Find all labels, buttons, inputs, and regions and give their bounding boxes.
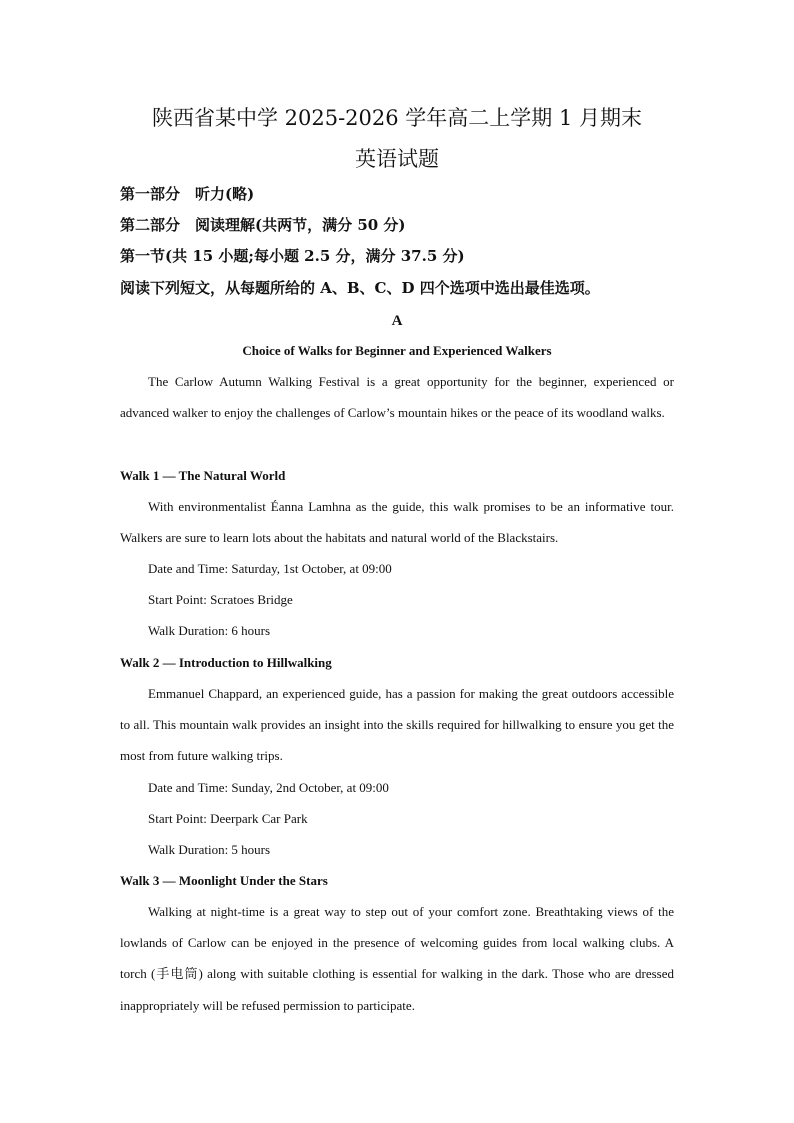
exam-title: 陕西省某中学 2025-2026 学年高二上学期 1 月期末 [151,106,643,130]
walk-2-description: Emmanuel Chappard, an experienced guide, has a passion for making the great outdoors accessible to all. This mountain walk provides an insight into the skills required for hillwalking to ensure you get the most from future walking trips. [120,686,674,764]
passage-label: A [391,313,403,329]
reading-instruction: 阅读下列短文，从每题所给的 A、B、C、D 四个选项中选出最佳选项。 [120,279,600,297]
walk-2-duration: Walk Duration: 5 hours [148,842,271,857]
walk-2-start-point: Start Point: Deerpark Car Park [148,811,308,826]
walk-2-heading: Walk 2 — Introduction to Hillwalking [120,655,332,670]
section-part2: 第二部分 阅读理解(共两节，满分 50 分) [120,216,406,234]
passage-intro: The Carlow Autumn Walking Festival is a great opportunity for the beginner, experienced or advanced walker to enjoy the challenges of Carlow’s mountain hikes or the peace of its woodland walks. [120,374,674,421]
section-part1: 第一部分 听力(略) [120,185,255,203]
walk-3-heading: Walk 3 — Moonlight Under the Stars [120,873,328,888]
walk-1-start-point: Start Point: Scratoes Bridge [148,592,293,607]
walk-1-date-time: Date and Time: Saturday, 1st October, at 09:00 [148,561,392,576]
walk-2-date-time: Date and Time: Sunday, 2nd October, at 09:00 [148,780,389,795]
walk-1-duration: Walk Duration: 6 hours [148,623,271,638]
passage-title: Choice of Walks for Beginner and Experienced Walkers [242,343,552,358]
walk-1-description: With environmentalist Éanna Lamhna as the guide, this walk promises to be an informative tour. Walkers are sure to learn lots about the habitats and natural world of the Blackstairs. [120,499,674,546]
section-subsection1: 第一节(共 15 小题;每小题 2.5 分，满分 37.5 分) [120,247,465,265]
walk-1-heading: Walk 1 — The Natural World [120,468,286,483]
exam-subtitle: 英语试题 [355,147,439,171]
walk-3-description: Walking at night-time is a great way to step out of your comfort zone. Breathtaking views of the lowlands of Carlow can be enjoyed in the presence of welcoming guides from local walking clubs. A torch (手电筒) along with suitable clothing is essential for walking in the dark. Those who are dressed inappropriately will be refused permission to participate. [120,904,674,1013]
